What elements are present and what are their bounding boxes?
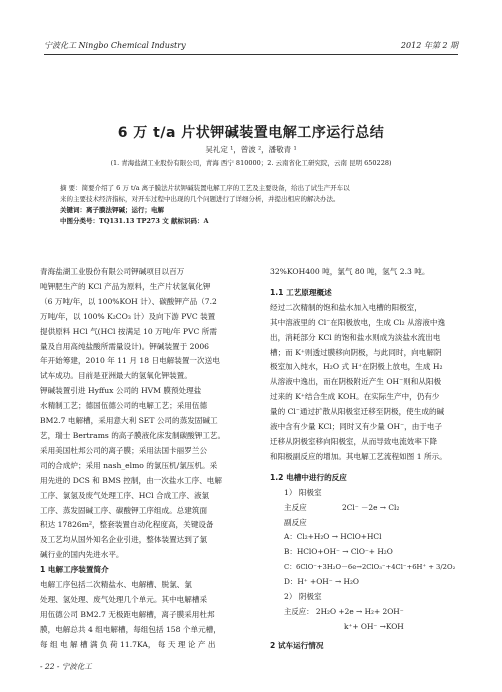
body-line: 从溶液中逸出，而在阴极附近产生 OH⁻则和从阳极 (270, 377, 442, 387)
body-line: 槽；而 K⁺则透过膜移向阴极，与此同时，向电解阴 (270, 347, 442, 357)
body-line: 万吨/年，以 100% K₂CO₃ 计）及向下游 PVC 装置 (40, 311, 216, 321)
authors: 吴礼定 ¹，曾波 ²，潘敬青 ¹ (205, 145, 297, 154)
header-rule (44, 54, 458, 55)
body-line: 出，消耗部分 KCl 的饱和盐水则成为淡盐水流出电 (270, 332, 441, 342)
reaction-equation: A：Cl₂+H₂O → HClO+HCl (284, 532, 382, 542)
reaction-label: 主反应 (284, 502, 307, 512)
section-heading: 1.1 工艺原理概述 (270, 287, 332, 297)
reaction-equation: B：HClO+OH⁻ → ClO⁻+ H₂O (284, 547, 393, 557)
body-line: 液中含有少量 KCl；同时又有少量 OH⁻，由于电子 (270, 422, 443, 432)
body-line: 量的 Cl⁻通过扩散从阳极室迁移至阴极，使生成的碱 (270, 407, 445, 417)
body-line: 和阳极副反应的增加。其电解工艺流程如图 1 所示。 (270, 451, 447, 461)
body-line: 用伍德公司 BM2.7 无极距电解槽，离子膜采用杜邦 (40, 609, 215, 619)
affiliation: (1. 青海盐湖工业股份有限公司，青海 西宁 810000；2. 云南省化工研究院，云南 昆明 650228) (110, 159, 392, 167)
body-line: 量及自用高纯盐酸所需量设计)。钾碱装置于 2006 (40, 341, 209, 351)
reaction-heading: 1） 阳极室 (284, 487, 322, 497)
body-line: 碱行业的国内先进水平。 (40, 550, 124, 560)
body-line: 年开始筹建，2010 年 11 月 18 日电解装置一次送电 (40, 356, 220, 366)
reaction-equation: D：H⁺ +OH⁻ → H₂O (284, 577, 359, 587)
left-column (40, 265, 253, 653)
body-line: 青海盐湖工业股份有限公司钾碱项目以百万 (40, 267, 185, 276)
reaction-label: 副反应 (284, 517, 307, 527)
body-line: 经过二次精制的饱和盐水加入电槽的阳极室， (270, 302, 422, 312)
body-line: 电解工序包括二次精盐水、电解槽、脱氯、氯 (40, 580, 192, 590)
body-line: 采用美国杜邦公司的离子膜；采用法国卡丽罗兰公 (40, 445, 208, 455)
main-reaction-row (270, 501, 470, 516)
body-line: 极室加入纯水，H₂O 式 H⁺在阴极上放电，生成 H₂ (270, 362, 443, 372)
section-heading: 1 电解工序装置简介 (40, 565, 109, 575)
body-line: 用先进的 DCS 和 BMS 控制，由一次盐水工序、电解 (40, 475, 222, 485)
reaction-equation: 2Cl⁻ －2e → Cl₂ (342, 502, 400, 512)
body-line: 艺，瑞士 Bertrams 的高子膜液化床发制碳酸钾工艺。 (40, 430, 226, 440)
body-line: 过来的 K⁺结合生成 KOH。在实际生产中，仍有少 (270, 392, 440, 402)
body-line: 提供原料 HCl 气(HCl 按满足 10 万吨/年 PVC 所需 (40, 326, 217, 336)
body-line: 工序、蒸发固碱工序、碳酸钾工序组成。总建筑面 (40, 505, 208, 515)
reaction-equation: k⁺+ OH⁻ →KOH (344, 621, 404, 631)
body-line: 司的合成炉；采用 nash_elmo 的氯压机/氯压机。采 (40, 460, 218, 470)
body-line: （6 万吨/年，以 100%KOH 计）、碳酸钾产品（7.2 (40, 296, 217, 306)
issue-number: 2012 年第 2 期 (400, 41, 458, 50)
abstract-line: 摘 要：简要介绍了 6 万 t/a 离子膜法片状钾碱装置电解工序的工艺及主要设备，给出了试生产开车以 (60, 184, 350, 192)
body-line: 32%KOH400 吨，氯气 80 吨，氢气 2.3 吨。 (270, 267, 430, 276)
keywords: 关键词：离子膜法钾碱；运行；电解 (60, 206, 164, 214)
right-column (270, 265, 470, 654)
abstract-block (60, 183, 442, 227)
body-line: 每 组 电 解 槽 满 负 荷 11.7KA， 每 天 理 论 产 出 (40, 639, 216, 649)
body-line: 处理、氢处理、废气处理几个单元。其中电解槽采 (40, 594, 208, 604)
body-line: 试车成功。目前是亚洲最大的氢氧化钾装置。 (40, 371, 192, 381)
body-line: 迁移从阴极室移向阳极室，从而导致电流效率下降 (270, 436, 438, 446)
body-line: 及工艺均从国外知名企业引进，整体装置达到了氯 (40, 535, 208, 545)
classification: 中图分类号：TQ131.13 TP273 文 献标识码：A (60, 217, 209, 225)
body-line: 吨钾肥生产的 KCl 产品为原料，生产片状氢氧化钾 (40, 281, 211, 291)
body-line: 积达 17826m²，整套装置自动化程度高，关键设备 (40, 520, 214, 530)
body-line: 工序、氯氢及废气处理工序、HCl 合成工序、液氯 (40, 490, 210, 500)
section-heading: 1.2 电槽中进行的反应 (270, 472, 347, 482)
body-line: 水精制工艺；德国伍德公司的电解工艺；采用伍德 (40, 401, 208, 411)
reaction-heading: 2） 阴极室 (284, 592, 322, 602)
body-line: 钾碱装置引进 Hyffux 公司的 HVM 膜预处理盐 (40, 386, 202, 396)
section-heading: 2 试车运行情况 (270, 640, 324, 650)
body-line: 膜，电解总共 4 组电解槽，每组包括 158 个单元槽， (40, 624, 221, 634)
body-line: BM2.7 电解槽，采用意大利 SET 公司的蒸发固碱工 (40, 416, 218, 426)
paper-title: 6 万 t/a 片状钾碱装置电解工序运行总结 (117, 125, 385, 141)
journal-header: 宁波化工 Ningbo Chemical Industry (44, 41, 186, 50)
abstract-line: 来的主要技术经济指标，对开车过程中出现的几个问题进行了详细分析，并提出相应的解决办法。 (60, 195, 340, 203)
body-line: 其中溶液里的 Cl⁻在阳极放电，生成 Cl₂ 从溶液中逸 (270, 317, 446, 327)
page-footer: - 22 - 宁波化工 (40, 662, 92, 671)
reaction-equation: 主反应： 2H₂O +2e → H₂+ 2OH⁻ (284, 606, 404, 616)
reaction-equation: C：6ClO⁻+3H₂O－6e→2ClO₃⁻+4Cl⁻+6H⁺ + 3/2O₂ (284, 563, 456, 572)
